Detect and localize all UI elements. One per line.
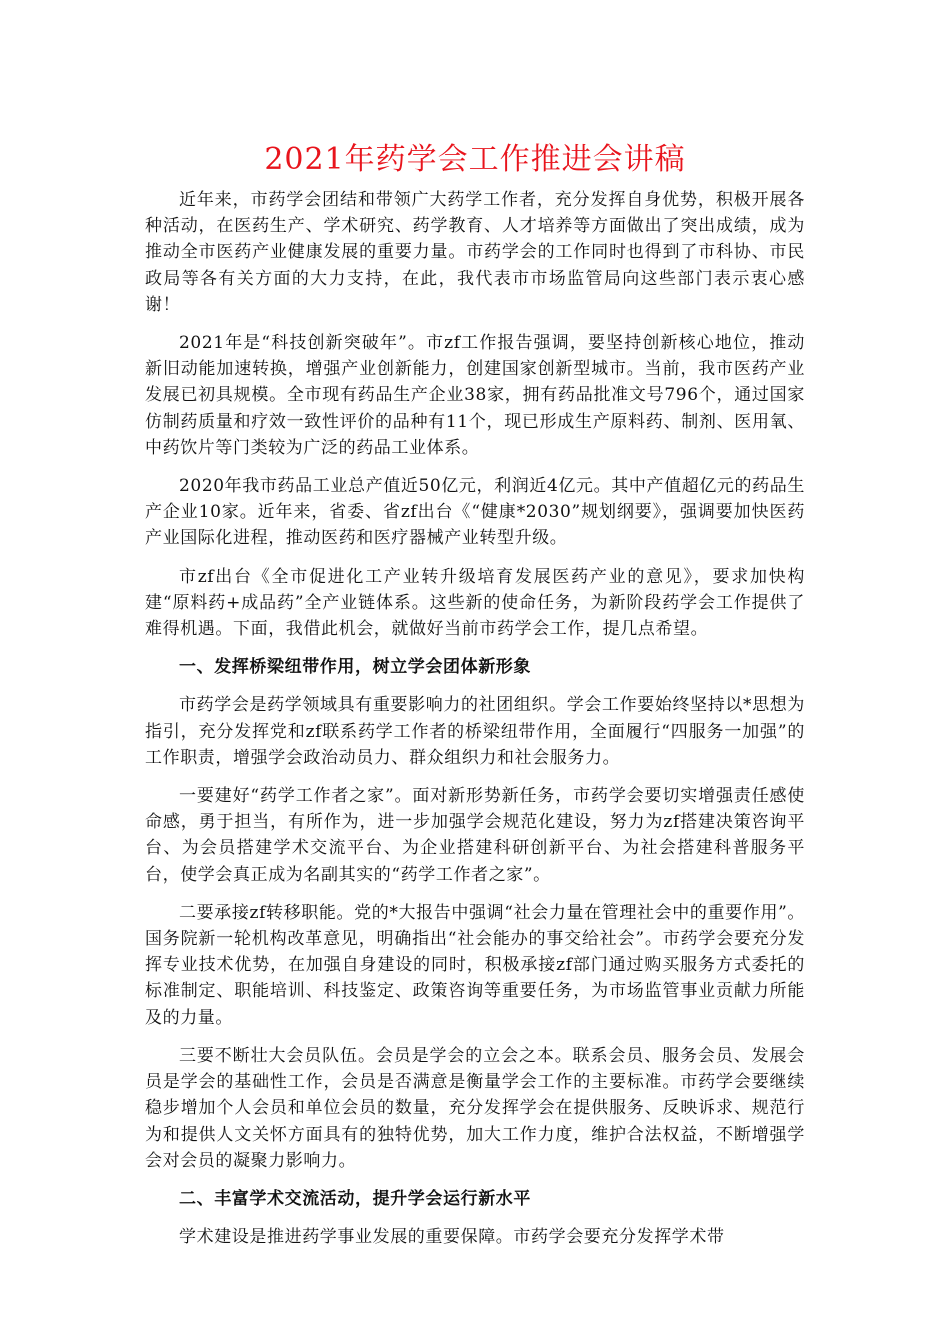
paragraph: 2021年是“科技创新突破年”。市zf工作报告强调，要坚持创新核心地位，推动新旧动能加速转换，增强产业创新能力，创建国家创新型城市。当前，我市医药产业发展已初具规模。全市现有药品生产企业38家，拥有药品批准文号796个，通过国家仿制药质量和疗效一致性评价的品种有11个，现已形成生产原料药、制剂、医用氧、中药饮片等门类较为广泛的药品工业体系。 — [145, 333, 805, 458]
section-heading: 一、发挥桥梁纽带作用，树立学会团体新形象 — [179, 657, 531, 678]
document-title: 2021年药学会工作推进会讲稿 — [264, 142, 686, 177]
section-heading: 二、丰富学术交流活动，提升学会运行新水平 — [179, 1188, 531, 1209]
paragraph: 三要不断壮大会员队伍。会员是学会的立会之本。联系会员、服务会员、发展会员是学会的基础性工作，会员是否满意是衡量学会工作的主要标准。市药学会要继续稳步增加个人会员和单位会员的数量，充分发挥学会在提供服务、反映诉求、规范行为和提供人文关怀方面具有的独特优势，加大工作力度，维护合法权益，不断增强学会对会员的凝聚力影响力。 — [145, 1045, 805, 1171]
paragraph: 市药学会是药学领域具有重要影响力的社团组织。学会工作要始终坚持以*思想为指引，充分发挥党和zf联系药学工作者的桥梁纽带作用，全面履行“四服务一加强”的工作职责，增强学会政治动员力、群众组织力和社会服务力。 — [145, 695, 805, 768]
paragraph: 2020年我市药品工业总产值近50亿元，利润近4亿元。其中产值超亿元的药品生产企业10家。近年来，省委、省zf出台《“健康*2030”规划纲要》，强调要加快医药产业国际化进程，推动医药和医疗器械产业转型升级。 — [145, 476, 805, 549]
paragraph: 一要建好“药学工作者之家”。面对新形势新任务，市药学会要切实增强责任感使命感，勇于担当，有所作为，进一步加强学会规范化建设，努力为zf搭建决策咨询平台、为会员搭建学术交流平台、为企业搭建科研创新平台、为社会搭建科普服务平台，使学会真正成为名副其实的“药学工作者之家”。 — [145, 786, 805, 885]
paragraph: 学术建设是推进药学事业发展的重要保障。市药学会要充分发挥学术带 — [179, 1227, 725, 1248]
paragraph: 近年来，市药学会团结和带领广大药学工作者，充分发挥自身优势，积极开展各种活动，在医药生产、学术研究、药学教育、人才培养等方面做出了突出成绩，成为推动全市医药产业健康发展的重要力量。市药学会的工作同时也得到了市科协、市民政局等各有关方面的大力支持，在此，我代表市市场监管局向这些部门表示衷心感谢！ — [145, 190, 805, 315]
paragraph: 二要承接zf转移职能。党的*大报告中强调“社会力量在管理社会中的重要作用”。国务院新一轮机构改革意见，明确指出“社会能办的事交给社会”。市药学会要充分发挥专业技术优势，在加强自身建设的同时，积极承接zf部门通过购买服务方式委托的标准制定、职能培训、科技鉴定、政策咨询等重要任务，为市场监管事业贡献力所能及的力量。 — [145, 902, 805, 1028]
paragraph: 市zf出台《全市促进化工产业转升级培育发展医药产业的意见》，要求加快构建“原料药+成品药”全产业链体系。这些新的使命任务，为新阶段药学会工作提供了难得机遇。下面，我借此机会，就做好当前市药学会工作，提几点希望。 — [145, 566, 805, 640]
